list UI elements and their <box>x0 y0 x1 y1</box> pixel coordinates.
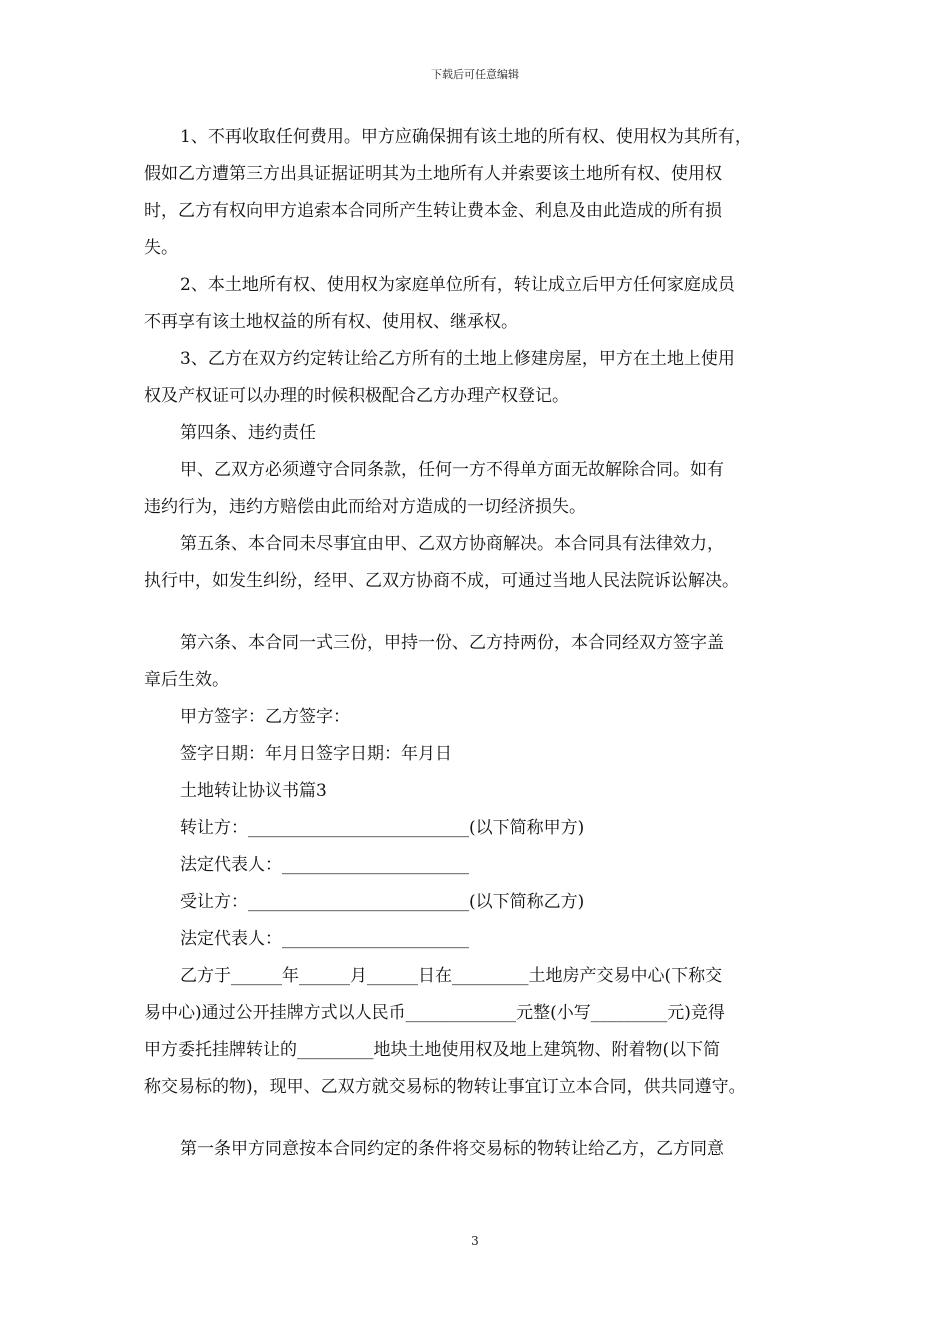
text-line: 称交易标的物)，现甲、乙双方就交易标的物转让事宜订立本合同，供共同遵守。 <box>144 1077 746 1097</box>
legal-rep-field: 法定代表人：______________________ <box>180 855 469 875</box>
paragraph-breach <box>144 452 834 526</box>
text-line: 失。 <box>144 238 178 258</box>
text-line: 执行中，如发生纠纷，经甲、乙双方协商不成，可通过当地人民法院诉讼解决。 <box>144 571 739 591</box>
signature-line: 甲方签字：乙方签字： <box>180 707 350 727</box>
paragraph-article-6 <box>144 625 834 699</box>
text-line: 权及产权证可以办理的时候积极配合乙方办理产权登记。 <box>144 386 569 406</box>
transferee-field: 受让方：__________________________(以下简称乙方) <box>180 892 585 912</box>
text-line: 时，乙方有权向甲方追索本合同所产生转让费本金、利息及由此造成的所有损 <box>144 201 722 221</box>
spacer <box>144 600 834 625</box>
section-title: 土地转让协议书篇3 <box>180 781 327 801</box>
text-line: 第四条、违约责任 <box>180 423 316 443</box>
text-line: 第五条、本合同未尽事宜由甲、乙双方协商解决。本合同具有法律效力， <box>180 534 724 554</box>
legal-rep-field: 法定代表人：______________________ <box>180 929 469 949</box>
text-line: 3、乙方在双方约定转让给乙方所有的土地上修建房屋，甲方在土地上使用 <box>180 349 735 369</box>
text-line: 违约行为，违约方赔偿由此而给对方造成的一切经济损失。 <box>144 497 586 517</box>
text-line: 甲方委托挂牌转让的_________地块土地使用权及地上建筑物、附着物(以下简 <box>144 1040 721 1060</box>
page-number: 3 <box>471 1234 479 1248</box>
paragraph-clause-1 <box>144 119 834 267</box>
paragraph-article-1 <box>144 1131 834 1168</box>
page-header-note: 下载后可任意编辑 <box>431 68 519 81</box>
spacer <box>144 1106 834 1131</box>
text-line: 第六条、本合同一式三份，甲持一份、乙方持两份，本合同经双方签字盖 <box>180 633 724 653</box>
paragraph-article-5 <box>144 526 834 600</box>
transferor-field: 转让方：__________________________(以下简称甲方) <box>180 818 585 838</box>
signature-date-line: 签字日期：年月日签字日期：年月日 <box>180 744 452 764</box>
paragraph-clause-3 <box>144 341 834 415</box>
text-line: 不再享有该土地权益的所有权、使用权、继承权。 <box>144 312 518 332</box>
text-line: 2、本土地所有权、使用权为家庭单位所有，转让成立后甲方任何家庭成员 <box>180 275 735 295</box>
section-heading-article-4 <box>144 415 834 452</box>
paragraph-preamble <box>144 958 834 1106</box>
text-line: 甲、乙双方必须遵守合同条款，任何一方不得单方面无故解除合同。如有 <box>180 460 724 480</box>
text-line: 乙方于______年______月______日在_________土地房产交易中心(下称交 <box>180 966 723 986</box>
text-line: 第一条甲方同意按本合同约定的条件将交易标的物转让给乙方，乙方同意 <box>180 1139 724 1159</box>
text-line: 章后生效。 <box>144 670 229 690</box>
paragraph-clause-2 <box>144 267 834 341</box>
text-line: 假如乙方遭第三方出具证据证明其为土地所有人并索要该土地所有权、使用权 <box>144 164 722 184</box>
text-line: 易中心)通过公开挂牌方式以人民币_____________元整(小写_________元)竞得 <box>144 1003 725 1023</box>
text-line: 1、不再收取任何费用。甲方应确保拥有该土地的所有权、使用权为其所有， <box>180 127 752 147</box>
document-body <box>144 119 834 1168</box>
